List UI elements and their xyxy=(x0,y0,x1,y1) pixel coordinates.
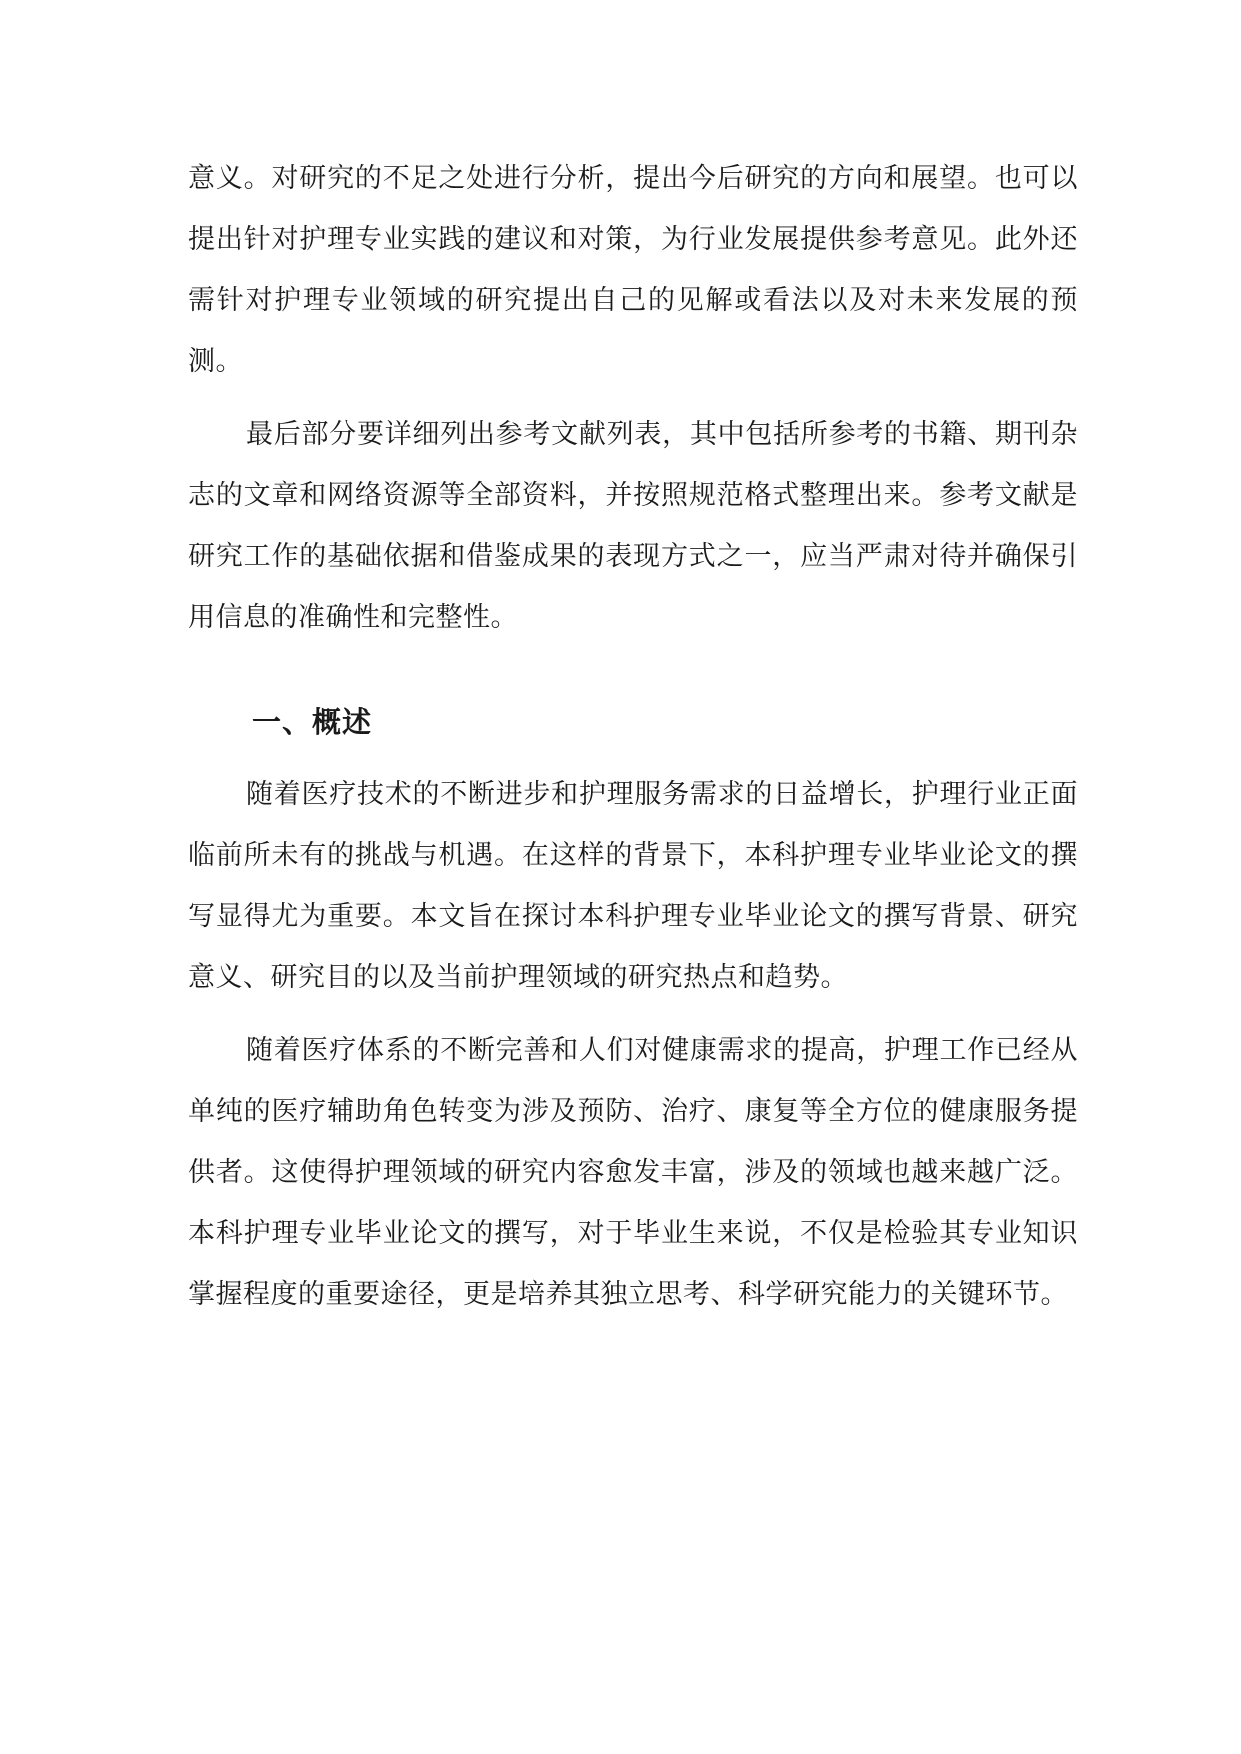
paragraph-overview-2: 随着医疗体系的不断完善和人们对健康需求的提高，护理工作已经从单纯的医疗辅助角色转变为涉及预防、治疗、康复等全方位的健康服务提供者。这使得护理领域的研究内容愈发丰富，涉及的领域也越来越广泛。本科护理专业毕业论文的撰写，对于毕业生来说，不仅是检验其专业知识掌握程度的重要途径，更是培养其独立思考、科学研究能力的关键环节。 xyxy=(188,1035,1078,1310)
paragraph-references: 最后部分要详细列出参考文献列表，其中包括所参考的书籍、期刊杂志的文章和网络资源等全部资料，并按照规范格式整理出来。参考文献是研究工作的基础依据和借鉴成果的表现方式之一，应当严肃对待并确保引用信息的准确性和完整性。 xyxy=(188,419,1078,633)
section-heading-overview: 一、概述 xyxy=(252,705,373,739)
paragraph-continuation: 意义。对研究的不足之处进行分析，提出今后研究的方向和展望。也可以提出针对护理专业实践的建议和对策，为行业发展提供参考意见。此外还需针对护理专业领域的研究提出自己的见解或看法以及对未来发展的预测。 xyxy=(188,163,1078,377)
document-body xyxy=(188,148,1078,1337)
paragraph-overview-1: 随着医疗技术的不断进步和护理服务需求的日益增长，护理行业正面临前所未有的挑战与机遇。在这样的背景下，本科护理专业毕业论文的撰写显得尤为重要。本文旨在探讨本科护理专业毕业论文的撰写背景、研究意义、研究目的以及当前护理领域的研究热点和趋势。 xyxy=(188,779,1078,993)
